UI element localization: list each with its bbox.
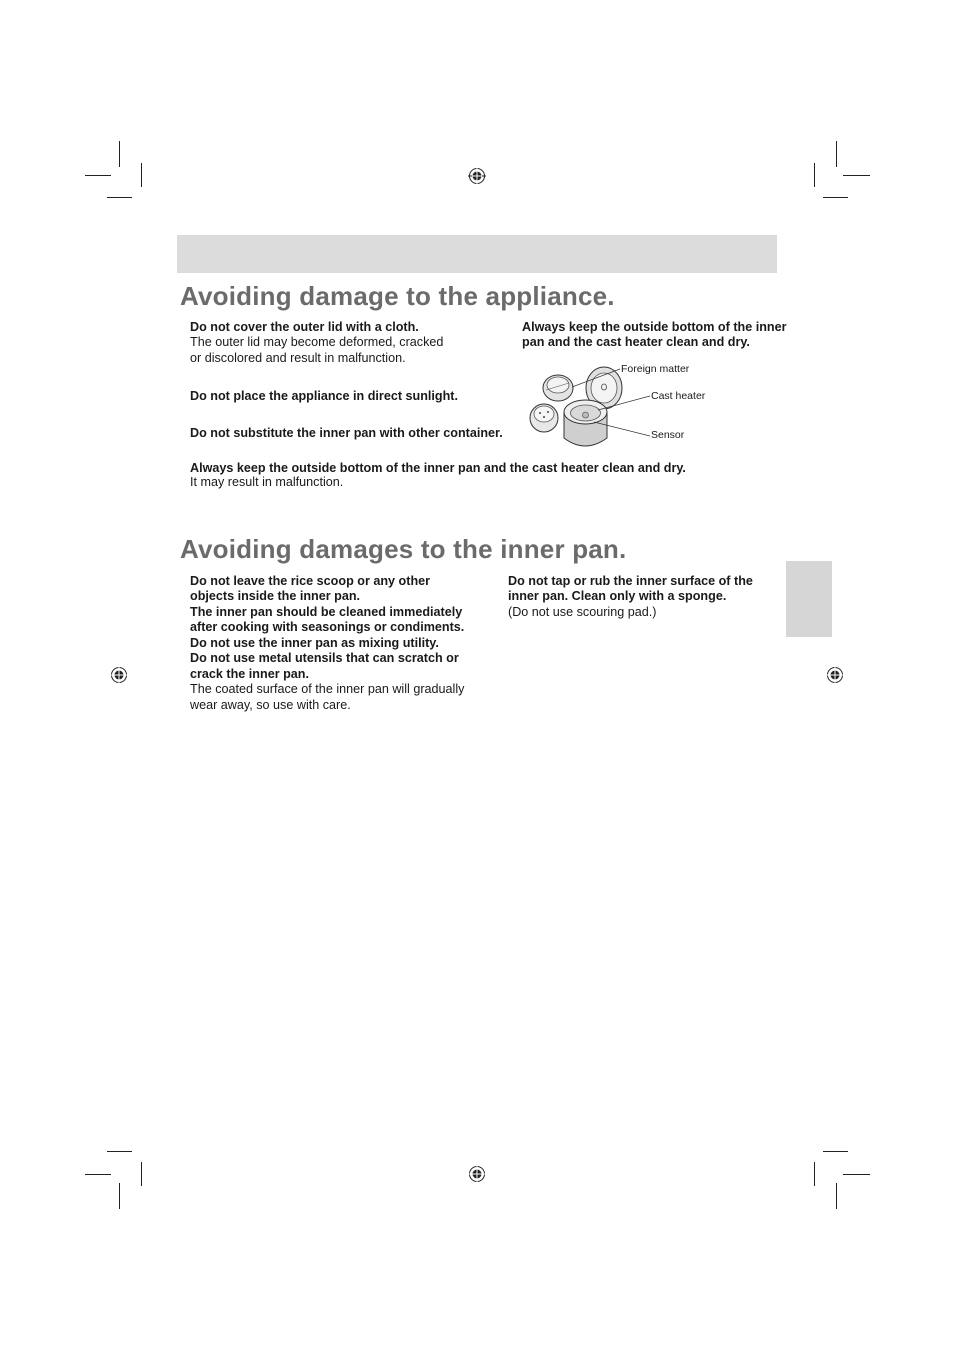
header-band bbox=[177, 235, 777, 273]
crop-mark bbox=[85, 175, 111, 176]
crop-mark bbox=[823, 1151, 848, 1152]
item-title: Do not leave the rice scoop or any other bbox=[190, 574, 431, 588]
crop-mark bbox=[843, 175, 870, 176]
registration-mark-icon bbox=[468, 167, 486, 185]
section-title-inner-pan: Avoiding damages to the inner pan. bbox=[180, 534, 627, 564]
item-title: Always keep the outside bottom of the inner bbox=[522, 320, 787, 334]
registration-mark-icon bbox=[110, 666, 128, 684]
item-title: pan and the cast heater clean and dry. bbox=[522, 335, 750, 349]
item-title: inner pan. Clean only with a sponge. bbox=[508, 589, 727, 603]
item-title: Do not use the inner pan as mixing utility. bbox=[190, 636, 439, 650]
item-title: objects inside the inner pan. bbox=[190, 589, 361, 603]
side-tab bbox=[786, 561, 832, 637]
label-sensor: Sensor bbox=[651, 429, 685, 441]
crop-mark bbox=[119, 1183, 120, 1209]
item-title: The inner pan should be cleaned immediately bbox=[190, 605, 463, 619]
crop-mark bbox=[836, 141, 837, 167]
crop-mark bbox=[107, 1151, 132, 1152]
item-title: after cooking with seasonings or condiments. bbox=[190, 620, 465, 634]
crop-mark bbox=[85, 1174, 111, 1175]
item-title: Do not cover the outer lid with a cloth. bbox=[190, 320, 419, 334]
item-title: crack the inner pan. bbox=[190, 667, 309, 681]
crop-mark bbox=[814, 1162, 815, 1186]
item-title: Do not place the appliance in direct sunlight. bbox=[190, 389, 458, 403]
label-cast-heater: Cast heater bbox=[651, 390, 706, 402]
crop-mark bbox=[814, 163, 815, 187]
label-foreign-matter: Foreign matter bbox=[621, 363, 690, 375]
crop-mark bbox=[141, 1162, 142, 1186]
item-text: wear away, so use with care. bbox=[190, 698, 351, 712]
item-title: Do not substitute the inner pan with other container. bbox=[190, 426, 503, 440]
item-text: It may result in malfunction. bbox=[190, 475, 344, 489]
crop-mark bbox=[843, 1174, 870, 1175]
item-text: The outer lid may become deformed, cracked bbox=[190, 335, 444, 349]
registration-mark-icon bbox=[826, 666, 844, 684]
crop-mark bbox=[107, 197, 132, 198]
item-text: or discolored and result in malfunction. bbox=[190, 351, 406, 365]
item-title: Do not use metal utensils that can scratch or bbox=[190, 651, 459, 665]
crop-mark bbox=[836, 1183, 837, 1209]
section-title-appliance: Avoiding damage to the appliance. bbox=[180, 281, 615, 311]
registration-mark-icon bbox=[468, 1165, 486, 1183]
item-text: (Do not use scouring pad.) bbox=[508, 605, 657, 619]
item-text: The coated surface of the inner pan will gradually bbox=[190, 682, 465, 696]
crop-mark bbox=[141, 163, 142, 187]
crop-mark bbox=[119, 141, 120, 167]
crop-mark bbox=[823, 197, 848, 198]
item-title: Always keep the outside bottom of the inner pan and the cast heater clean and dry. bbox=[190, 461, 686, 475]
item-title: Do not tap or rub the inner surface of the bbox=[508, 574, 753, 588]
